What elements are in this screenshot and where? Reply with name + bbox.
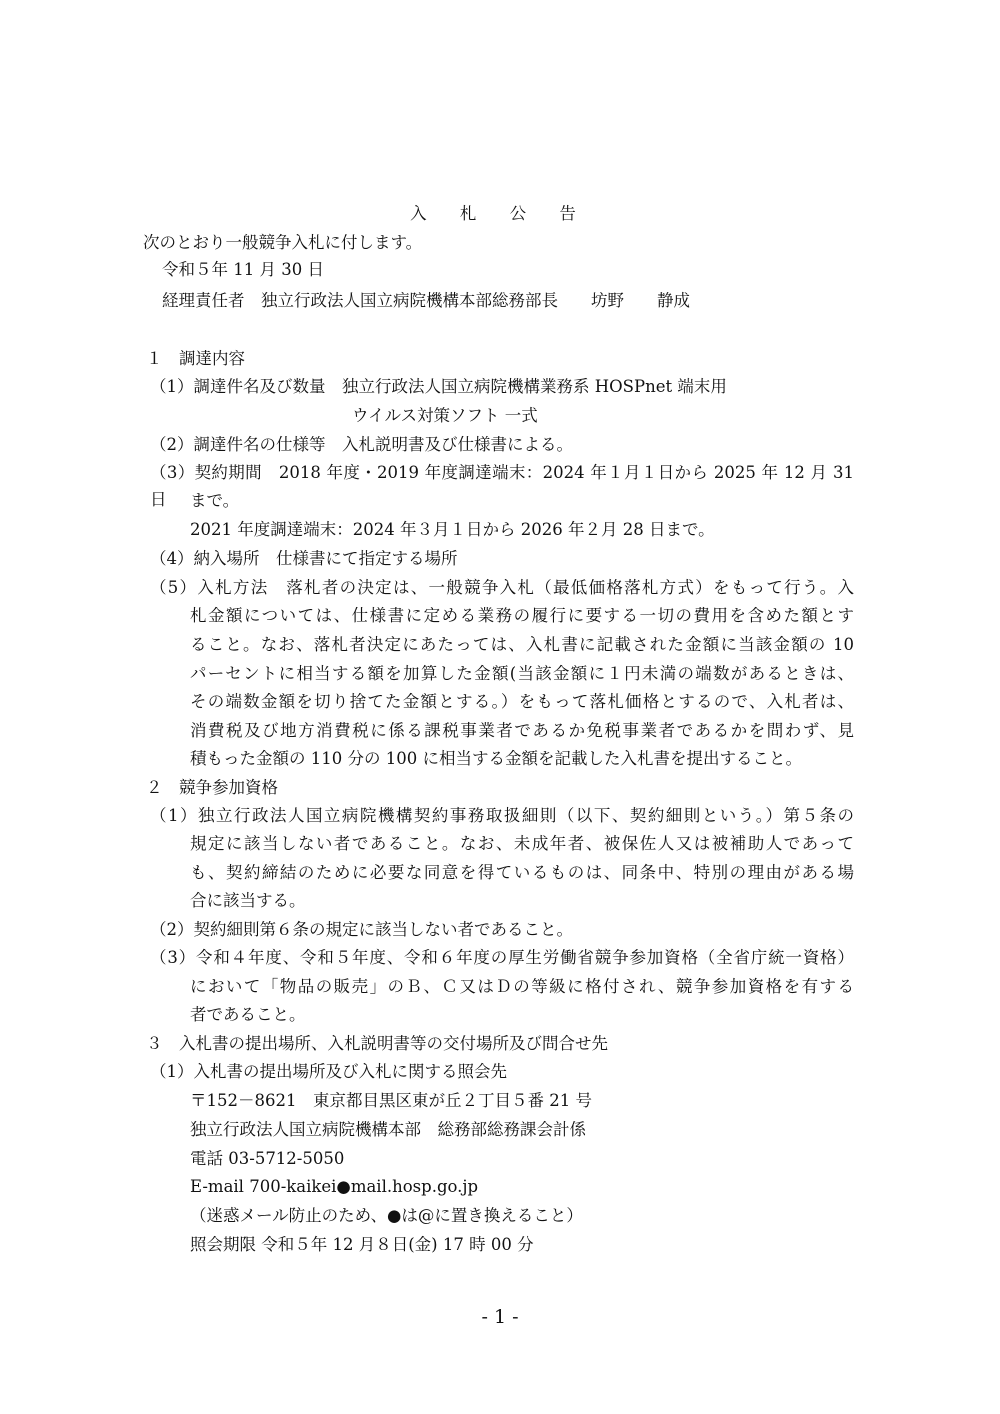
s1-item1-line2: ウイルス対策ソフト 一式 — [352, 406, 538, 425]
s1-item5-line1: （5）入札方法 落札者の決定は、一般競争入札（最低価格落札方式）をもって行う。入 — [150, 578, 854, 597]
section-2-heading: ２ 競争参加資格 — [146, 778, 278, 797]
s1-item5-line5: その端数金額を切り捨てた金額とする。）をもって落札価格とするので、入札者は、 — [190, 692, 854, 711]
section-3-heading: ３ 入札書の提出場所、入札説明書等の交付場所及び問合せ先 — [146, 1034, 608, 1053]
s2-item2: （2）契約細則第６条の規定に該当しない者であること。 — [150, 920, 573, 939]
s1-item3-line1: （3）契約期間 2018 年度・2019 年度調達端末：2024 年１月１日から 2025 年 12 月 31 日 — [150, 463, 854, 509]
email-address: E-mail 700-kaikei●mail.hosp.go.jp — [190, 1177, 479, 1196]
s1-item5-line4: パーセントに相当する額を加算した金額(当該金額に１円未満の端数があるときは、 — [190, 664, 854, 683]
page-number: - 1 - — [481, 1306, 519, 1328]
officer-line: 経理責任者 独立行政法人国立病院機構本部総務部長 坊野 静成 — [162, 291, 690, 310]
organization-name: 独立行政法人国立病院機構本部 総務部総務課会計係 — [190, 1120, 586, 1139]
s1-item5-line2: 札金額については、仕様書に定める業務の履行に要する一切の費用を含めた額とす — [190, 606, 854, 625]
s1-item2: （2）調達件名の仕様等 入札説明書及び仕様書による。 — [150, 435, 573, 454]
intro-text: 次のとおり一般競争入札に付します。 — [143, 233, 423, 252]
s1-item5-line7: 積もった金額の 110 分の 100 に相当する金額を記載した入札書を提出すること。 — [190, 749, 802, 768]
s2-item1-line4: 合に該当する。 — [190, 891, 306, 910]
s2-item1-line3: も、契約締結のために必要な同意を得ているものは、同条中、特別の理由がある場 — [190, 863, 854, 882]
s2-item3-line2: において「物品の販売」のＢ、Ｃ又はＤの等級に格付され、競争参加資格を有する — [190, 977, 854, 996]
s3-item1: （1）入札書の提出場所及び入札に関する照会先 — [150, 1062, 507, 1081]
s2-item3-line3: 者であること。 — [190, 1005, 306, 1024]
email-note: （迷惑メール防止のため、●は@に置き換えること） — [190, 1206, 583, 1225]
notice-date: 令和５年 11 月 30 日 — [162, 260, 324, 279]
postal-address: 〒152－8621 東京都目黒区東が丘２丁目５番 21 号 — [190, 1091, 592, 1110]
s1-item3-line2: まで。 — [190, 491, 240, 510]
s1-item1-line1: （1）調達件名及び数量 独立行政法人国立病院機構業務系 HOSPnet 端末用 — [150, 377, 727, 396]
s2-item3-line1: （3）令和４年度、令和５年度、令和６年度の厚生労働省競争参加資格（全省庁統一資格） — [150, 948, 854, 967]
s1-item3-line3: 2021 年度調達端末：2024 年３月１日から 2026 年２月 28 日まで。 — [190, 520, 715, 539]
inquiry-deadline: 照会期限 令和５年 12 月８日(金) 17 時 00 分 — [190, 1235, 534, 1254]
s2-item1-line1: （1）独立行政法人国立病院機構契約事務取扱細則（以下、契約細則という。）第５条の — [150, 806, 854, 825]
telephone: 電話 03-5712-5050 — [190, 1149, 345, 1168]
s1-item4: （4）納入場所 仕様書にて指定する場所 — [150, 549, 458, 568]
page-title: 入 札 公 告 — [410, 204, 590, 223]
s2-item1-line2: 規定に該当しない者であること。なお、未成年者、被保佐人又は被補助人であって — [190, 834, 854, 853]
s1-item5-line3: ること。なお、落札者決定にあたっては、入札書に記載された金額に当該金額の 10 — [190, 635, 854, 654]
s1-item5-line6: 消費税及び地方消費税に係る課税事業者であるか免税事業者であるかを問わず、見 — [190, 721, 854, 740]
section-1-heading: １ 調達内容 — [146, 349, 245, 368]
